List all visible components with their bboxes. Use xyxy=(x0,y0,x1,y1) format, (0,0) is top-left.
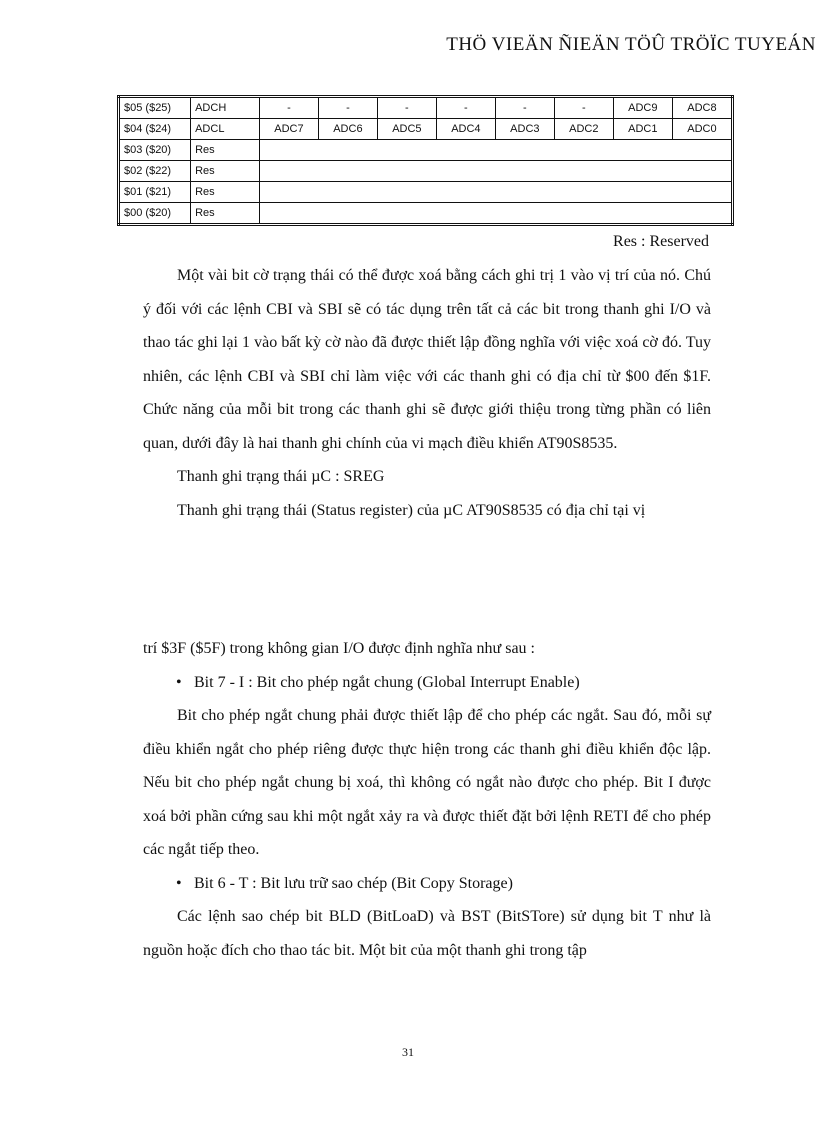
register-address: $02 ($22) xyxy=(119,161,191,182)
register-bit: ADC4 xyxy=(436,119,495,140)
register-address: $04 ($24) xyxy=(119,119,191,140)
register-table xyxy=(117,95,734,226)
register-bit: - xyxy=(318,97,377,119)
register-address: $00 ($20) xyxy=(119,203,191,225)
register-bit: - xyxy=(436,97,495,119)
register-address: $05 ($25) xyxy=(119,97,191,119)
table-row xyxy=(119,119,733,140)
table-row xyxy=(119,97,733,119)
register-bit: ADC9 xyxy=(613,97,672,119)
body-text-lower xyxy=(143,632,711,967)
page-number: 31 xyxy=(402,1045,414,1059)
paragraph-bit-copy: Các lệnh sao chép bit BLD (BitLoaD) và BST (BitSTore) sử dụng bit T như là nguồn hoặc đích cho thao tác bit. Một bit của một thanh ghi trong tập xyxy=(143,908,711,959)
reserved-bits-cell xyxy=(259,140,732,161)
paragraph-sreg-intro: Thanh ghi trạng thái (Status register) của µC AT90S8535 có địa chỉ tại vị xyxy=(177,501,646,519)
register-bit: - xyxy=(259,97,318,119)
register-name: Res xyxy=(191,140,260,161)
paragraph-status-flags: Một vài bit cờ trạng thái có thể được xoá bằng cách ghi trị 1 vào vị trí của nó. Chú ý đối với các lệnh CBI và SBI sẽ có tác dụng trên tất cả các bit trong thanh ghi I/O và thao tác ghi lại 1 vào bất kỳ cờ nào đã được thiết lập đồng nghĩa với việc xoá cờ đó. Tuy nhiên, các lệnh CBI và SBI chỉ làm việc với các thanh ghi có địa chỉ từ $00 đến $1F. Chức năng của mỗi bit trong các thanh ghi sẽ được giới thiệu trong từng phần có liên quan, dưới đây là hai thanh ghi chính của vi mạch điều khiển AT90S8535. xyxy=(143,267,711,452)
paragraph-sreg-address: trí $3F ($5F) trong không gian I/O được định nghĩa như sau : xyxy=(143,640,535,657)
paragraph-sreg-heading: Thanh ghi trạng thái µC : SREG xyxy=(177,468,385,485)
register-bit: ADC7 xyxy=(259,119,318,140)
bullet-bit6-text: Bit 6 - T : Bit lưu trữ sao chép (Bit Copy Storage) xyxy=(194,874,513,892)
register-name: Res xyxy=(191,203,260,225)
reserved-note: Res : Reserved xyxy=(613,233,709,250)
register-bit: ADC3 xyxy=(495,119,554,140)
table-row xyxy=(119,161,733,182)
paragraph-global-interrupt: Bit cho phép ngắt chung phải được thiết lập để cho phép các ngắt. Sau đó, mỗi sự điều khiển ngắt cho phép riêng được thực hiện trong các thanh ghi điều khiển độc lập. Nếu bit cho phép ngắt chung bị xoá, thì không có ngắt nào được cho phép. Bit I được xoá bởi phần cứng sau khi một ngắt xảy ra và được thiết đặt bởi lệnh RETI để cho phép các ngắt tiếp theo. xyxy=(143,707,711,858)
register-address: $03 ($20) xyxy=(119,140,191,161)
bullet-icon: • xyxy=(176,874,182,892)
register-name: ADCH xyxy=(191,97,260,119)
register-name: ADCL xyxy=(191,119,260,140)
bullet-bit7-text: Bit 7 - I : Bit cho phép ngắt chung (Global Interrupt Enable) xyxy=(194,673,580,691)
register-bit: - xyxy=(554,97,613,119)
library-header-title: THÖ VIEÄN ÑIEÄN TÖÛ TRÖÏC TUYEÁN xyxy=(446,34,816,55)
reserved-bits-cell xyxy=(259,161,732,182)
reserved-bits-cell xyxy=(259,182,732,203)
register-bit: ADC1 xyxy=(613,119,672,140)
register-bit: ADC5 xyxy=(377,119,436,140)
reserved-bits-cell xyxy=(259,203,732,225)
register-name: Res xyxy=(191,161,260,182)
bullet-icon: • xyxy=(176,673,182,691)
register-address: $01 ($21) xyxy=(119,182,191,203)
register-name: Res xyxy=(191,182,260,203)
table-row xyxy=(119,203,733,225)
table-row xyxy=(119,140,733,161)
register-bit: - xyxy=(495,97,554,119)
register-bit: ADC6 xyxy=(318,119,377,140)
register-bit: ADC0 xyxy=(672,119,732,140)
register-bit: - xyxy=(377,97,436,119)
bullet-bit7 xyxy=(143,666,711,700)
register-bit: ADC2 xyxy=(554,119,613,140)
register-bit: ADC8 xyxy=(672,97,732,119)
body-text-upper xyxy=(143,259,711,527)
bullet-bit6 xyxy=(143,867,711,901)
table-row xyxy=(119,182,733,203)
